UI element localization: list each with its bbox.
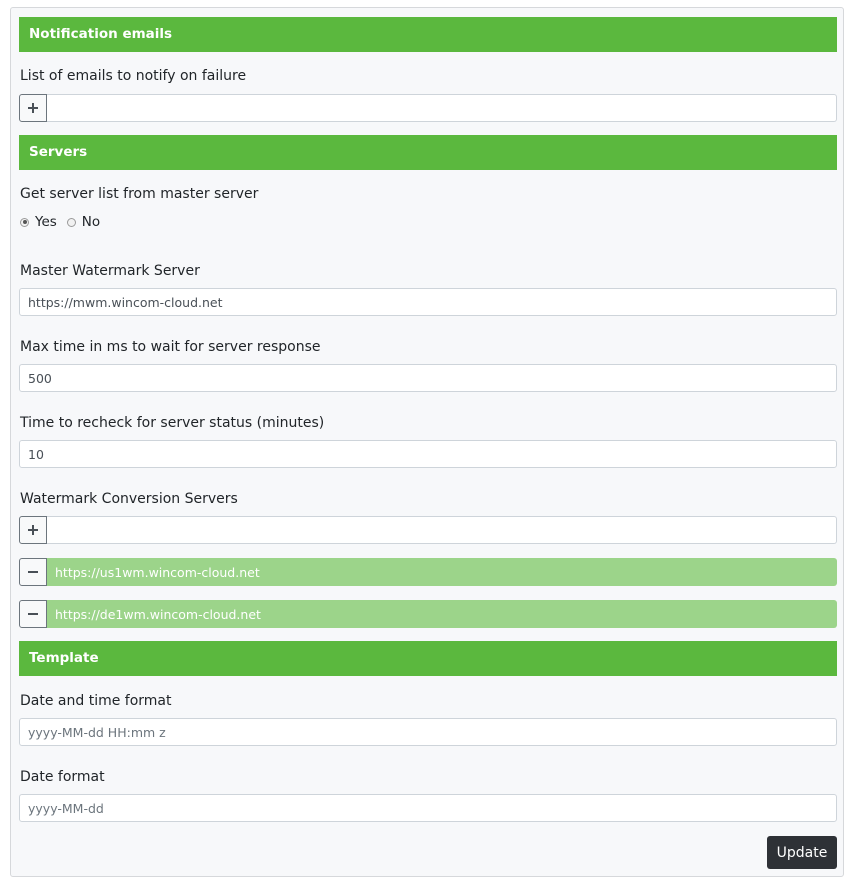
date-format-label: Date format <box>20 769 105 785</box>
update-button[interactable]: Update <box>767 836 837 869</box>
section-header-notifications: Notification emails <box>19 17 837 52</box>
server-field[interactable] <box>47 600 837 628</box>
email-field[interactable] <box>47 94 837 122</box>
emails-label: List of emails to notify on failure <box>20 68 247 84</box>
conversion-server-row <box>19 558 837 586</box>
plus-icon <box>27 102 39 114</box>
radio-no[interactable] <box>67 218 76 227</box>
plus-icon <box>27 524 39 536</box>
conversion-add-group <box>19 516 837 544</box>
remove-server-button[interactable] <box>19 558 47 586</box>
radio-yes[interactable] <box>20 218 29 227</box>
remove-server-button[interactable] <box>19 600 47 628</box>
master-list-label: Get server list from master server <box>20 186 259 202</box>
master-server-label: Master Watermark Server <box>20 263 200 279</box>
master-list-radio-group <box>20 214 110 230</box>
conversion-server-row <box>19 600 837 628</box>
add-server-button[interactable] <box>19 516 47 544</box>
datetime-format-field[interactable] <box>19 718 837 746</box>
add-email-button[interactable] <box>19 94 47 122</box>
date-format-field[interactable] <box>19 794 837 822</box>
emails-input-group <box>19 94 837 122</box>
conversion-servers-label: Watermark Conversion Servers <box>20 491 238 507</box>
recheck-field[interactable] <box>19 440 837 468</box>
radio-no-label: No <box>81 214 101 230</box>
section-header-servers: Servers <box>19 135 837 170</box>
max-time-label: Max time in ms to wait for server response <box>20 339 321 355</box>
max-time-field[interactable] <box>19 364 837 392</box>
master-server-field[interactable] <box>19 288 837 316</box>
radio-yes-label: Yes <box>35 214 57 230</box>
minus-icon <box>27 608 39 620</box>
datetime-format-label: Date and time format <box>20 693 172 709</box>
recheck-label: Time to recheck for server status (minutes) <box>20 415 325 431</box>
new-server-field[interactable] <box>47 516 837 544</box>
minus-icon <box>27 566 39 578</box>
section-header-template: Template <box>19 641 837 676</box>
server-field[interactable] <box>47 558 837 586</box>
settings-panel <box>10 7 844 877</box>
